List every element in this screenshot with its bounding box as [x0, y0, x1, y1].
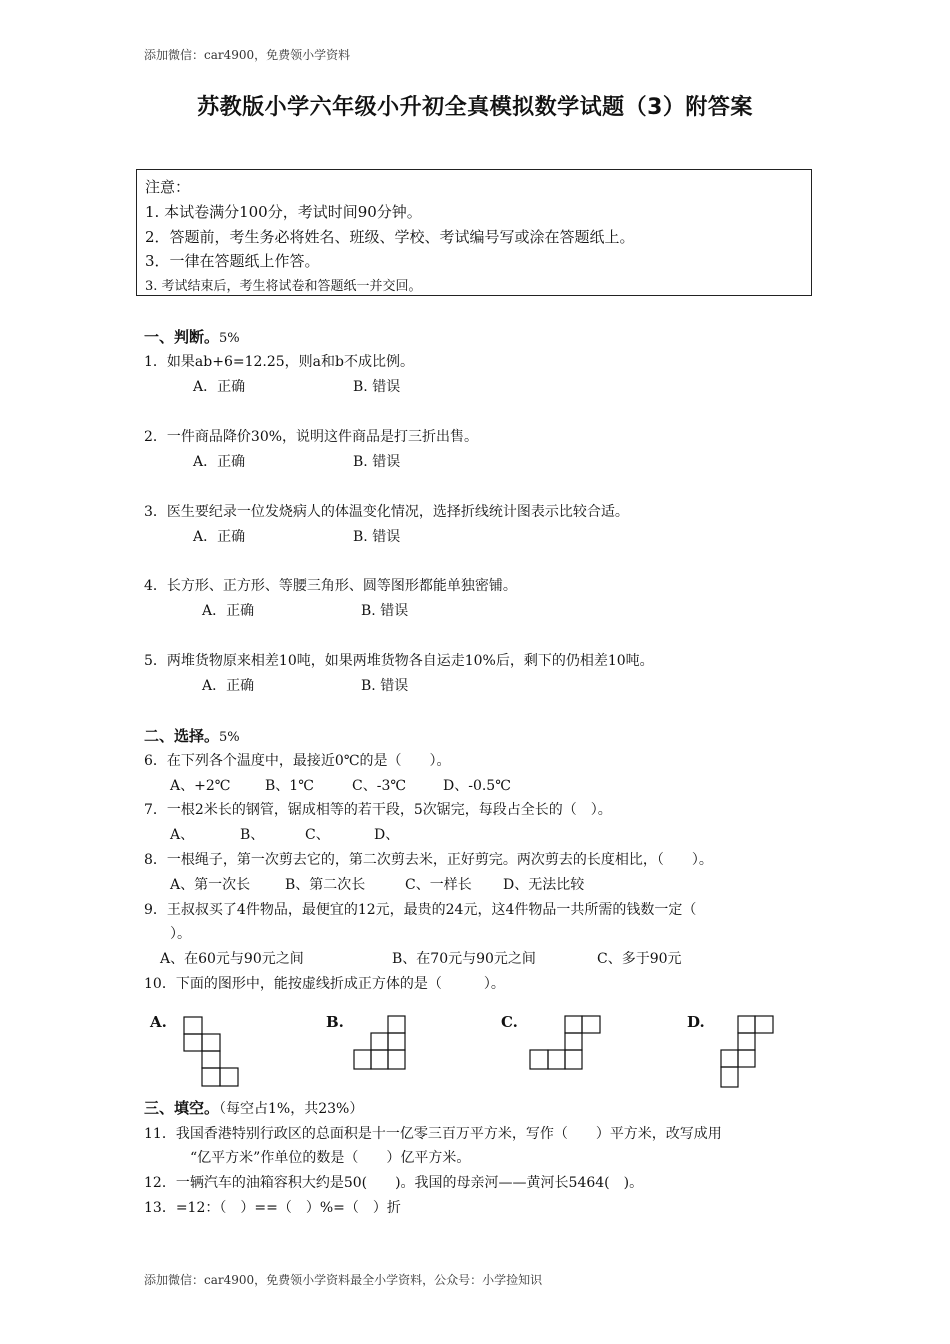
option-a: A．正确 — [193, 454, 246, 470]
notice-item: 3. 考试结束后，考生将试卷和答题纸一并交回。 — [145, 279, 422, 294]
question-4: 4．长方形、正方形、等腰三角形、圆等图形都能单独密铺。 — [144, 578, 517, 594]
notice-item: 2．答题前，考生务必将姓名、班级、学校、考试编号写或涂在答题纸上。 — [145, 228, 635, 246]
option: A、 — [170, 827, 195, 843]
question-6: 6．在下列各个温度中，最接近0℃的是（ ）。 — [144, 753, 451, 769]
figure-label: D. — [687, 1013, 705, 1031]
question-11-cont: “亿平方米”作单位的数是（ ）亿平方米。 — [190, 1150, 471, 1166]
section-3-points: （每空占1%，共23%） — [219, 1101, 364, 1117]
option: B、 — [240, 827, 265, 843]
cube-net-c — [498, 1012, 608, 1082]
question-9: 9．王叔叔买了4件物品，最便宜的12元，最贵的24元，这4件物品一共所需的钱数一定（ — [144, 902, 697, 918]
section-1-heading — [144, 326, 240, 347]
option-b: B. 错误 — [353, 529, 401, 545]
section-3-heading — [144, 1097, 363, 1118]
figure-label: A. — [150, 1013, 167, 1031]
option: D、 — [374, 827, 400, 843]
option: A、在60元与90元之间 — [160, 951, 304, 967]
question-5: 5．两堆货物原来相差10吨，如果两堆货物各自运走10%后，剩下的仍相差10吨。 — [144, 653, 654, 669]
cube-net-a — [150, 1012, 250, 1092]
option-b: B. 错误 — [353, 379, 401, 395]
option: C、多于90元 — [597, 951, 682, 967]
question-2: 2．一件商品降价30%，说明这件商品是打三折出售。 — [144, 429, 479, 445]
net-figure-d — [686, 1012, 786, 1092]
option: B、1℃ — [265, 778, 314, 794]
cube-net-d — [686, 1012, 786, 1092]
option: C、-3℃ — [352, 778, 407, 794]
question-7: 7．一根2米长的钢管，锯成相等的若干段，5次锯完，每段占全长的（ ）。 — [144, 802, 612, 818]
net-figure-c — [498, 1012, 608, 1082]
section-2-points: 5% — [219, 730, 240, 745]
question-13: 13．=12：（ ）==（ ）%=（ ）折 — [144, 1200, 401, 1216]
question-12: 12．一辆汽车的油箱容积大约是50( )。我国的母亲河——黄河长5464( )。 — [144, 1175, 644, 1191]
question-3: 3．医生要纪录一位发烧病人的体温变化情况，选择折线统计图表示比较合适。 — [144, 504, 629, 520]
net-figure-a — [150, 1012, 250, 1092]
cube-net-b — [324, 1012, 434, 1082]
option-b: B. 错误 — [353, 454, 401, 470]
option: A、+2℃ — [170, 778, 231, 794]
option-a: A．正确 — [193, 529, 246, 545]
notice-box — [136, 169, 812, 296]
net-figure-b — [324, 1012, 434, 1082]
question-9-cont: ）。 — [170, 926, 191, 942]
option-b: B. 错误 — [361, 678, 409, 694]
option-a: A．正确 — [202, 603, 255, 619]
option: A、第一次长 — [170, 877, 251, 893]
section-2-heading — [144, 725, 240, 746]
page-header: 添加微信：car4900，免费领小学资料 — [144, 48, 351, 62]
section-1-title: 一、判断。 — [144, 328, 220, 346]
option: D、无法比较 — [503, 877, 585, 893]
section-2-title: 二、选择。 — [144, 727, 220, 745]
notice-label: 注意： — [145, 178, 191, 196]
option: C、一样长 — [405, 877, 472, 893]
question-1: 1．如果ab+6=12.25，则a和b不成比例。 — [144, 354, 414, 370]
option-a: A．正确 — [193, 379, 246, 395]
page-footer: 添加微信：car4900，免费领小学资料最全小学资料，公众号：小学捡知识 — [144, 1273, 543, 1287]
option-b: B. 错误 — [361, 603, 409, 619]
page-title: 苏教版小学六年级小升初全真模拟数学试题（3）附答案 — [197, 95, 753, 120]
option: B、在70元与90元之间 — [392, 951, 536, 967]
notice-item: 1. 本试卷满分100分，考试时间90分钟。 — [145, 203, 422, 221]
option: C、 — [305, 827, 330, 843]
notice-item: 3．一律在答题纸上作答。 — [145, 252, 320, 270]
figure-label: B. — [326, 1013, 344, 1031]
question-11: 11．我国香港特别行政区的总面积是十一亿零三百万平方米，写作（ ）平方米，改写成用 — [144, 1126, 722, 1142]
option: B、第二次长 — [285, 877, 366, 893]
section-3-title: 三、填空。 — [144, 1099, 220, 1117]
option-a: A．正确 — [202, 678, 255, 694]
question-10: 10．下面的图形中，能按虚线折成正方体的是（ ）。 — [144, 976, 505, 992]
option: D、-0.5℃ — [443, 778, 511, 794]
question-8: 8．一根绳子，第一次剪去它的，第二次剪去米，正好剪完。两次剪去的长度相比，（ ）。 — [144, 852, 713, 868]
section-1-points: 5% — [219, 331, 240, 346]
figure-label: C. — [501, 1013, 518, 1031]
